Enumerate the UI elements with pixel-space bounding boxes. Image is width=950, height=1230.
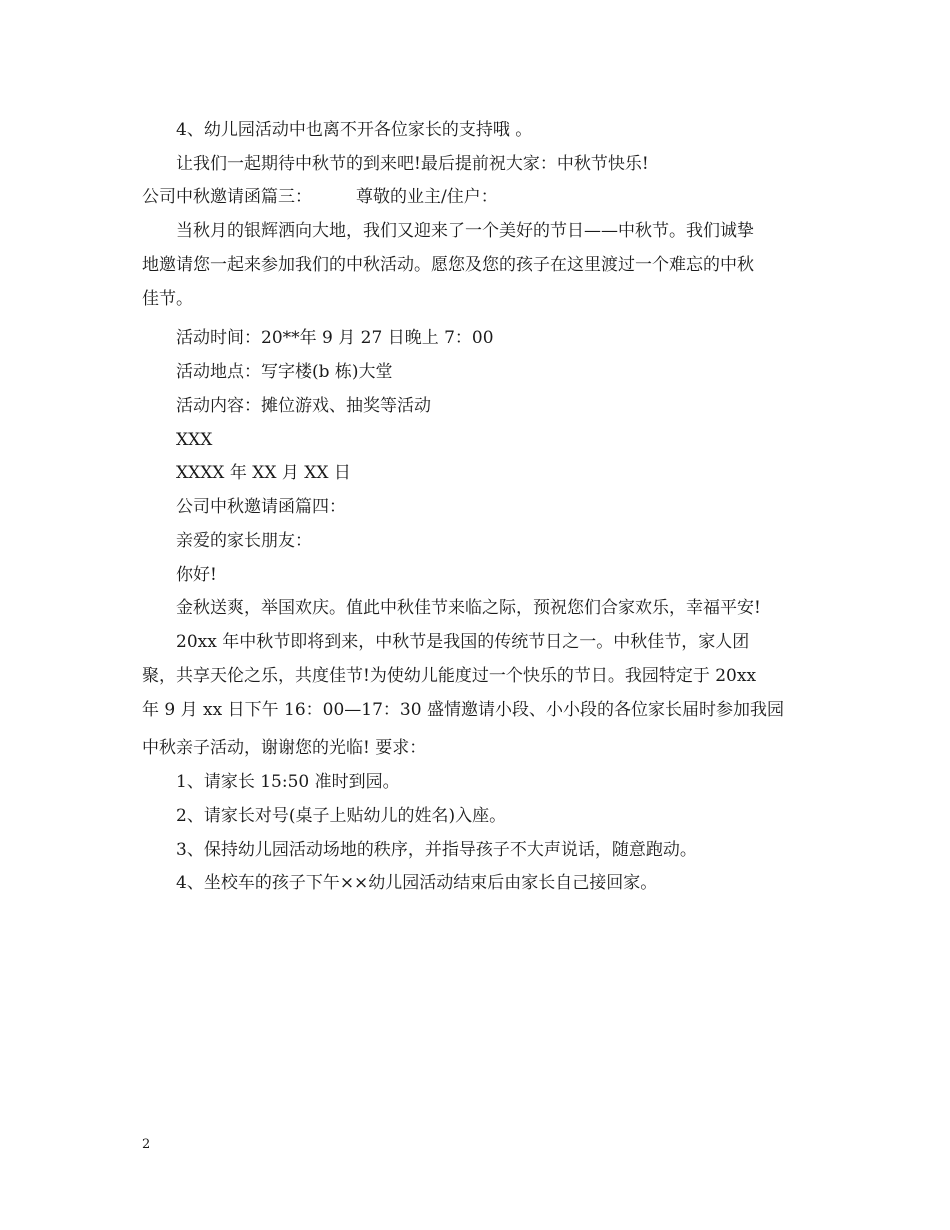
requirement-item: 2、请家长对号(桌子上贴幼儿的姓名)入座。 [176, 806, 507, 826]
section-heading-line [142, 186, 822, 208]
paragraph-line: 金秋送爽，举国欢庆。值此中秋佳节来临之际，预祝您们合家欢乐，幸福平安! [176, 598, 761, 618]
section-heading: 公司中秋邀请函篇四： [176, 497, 346, 517]
date-line: XXXX 年 XX 月 XX 日 [176, 463, 351, 483]
paragraph-line: 地邀请您一起来参加我们的中秋活动。愿您及您的孩子在这里渡过一个难忘的中秋 [142, 255, 754, 275]
salutation: 亲爱的家长朋友： [176, 531, 312, 551]
paragraph-line: 20xx 年中秋节即将到来，中秋节是我国的传统节日之一。中秋佳节，家人团 [176, 632, 750, 652]
paragraph-line: 中秋亲子活动，谢谢您的光临! 要求： [142, 738, 427, 758]
signature: XXX [176, 430, 213, 450]
paragraph-line: 让我们一起期待中秋节的到来吧!最后提前祝大家：中秋节快乐! [176, 154, 649, 174]
paragraph-line: 聚，共享天伦之乐，共度佳节!为使幼儿能度过一个快乐的节日。我园特定于 20xx [142, 666, 757, 686]
event-time: 活动时间：20**年 9 月 27 日晚上 7：00 [176, 328, 494, 348]
event-content: 活动内容：摊位游戏、抽奖等活动 [176, 396, 431, 416]
paragraph-line: 年 9 月 xx 日下午 16：00—17：30 盛情邀请小段、小小段的各位家长届时参加我园 [142, 700, 784, 720]
section-heading: 公司中秋邀请函篇三： [142, 187, 312, 207]
salutation: 尊敬的业主/住户： [356, 187, 498, 207]
event-location: 活动地点：写字楼(b 栋)大堂 [176, 362, 393, 382]
greeting: 你好! [176, 565, 217, 585]
requirement-item: 3、保持幼儿园活动场地的秩序，并指导孩子不大声说话，随意跑动。 [176, 840, 697, 860]
paragraph-line: 佳节。 [142, 289, 193, 309]
paragraph-line: 4、幼儿园活动中也离不开各位家长的支持哦 。 [176, 120, 533, 140]
paragraph-line: 当秋月的银辉洒向大地，我们又迎来了一个美好的节日——中秋节。我们诚挚 [176, 221, 754, 241]
page-number: 2 [142, 1137, 151, 1152]
requirement-item: 4、坐校车的孩子下午××幼儿园活动结束后由家长自己接回家。 [176, 873, 658, 893]
requirement-item: 1、请家长 15:50 准时到园。 [176, 772, 400, 792]
